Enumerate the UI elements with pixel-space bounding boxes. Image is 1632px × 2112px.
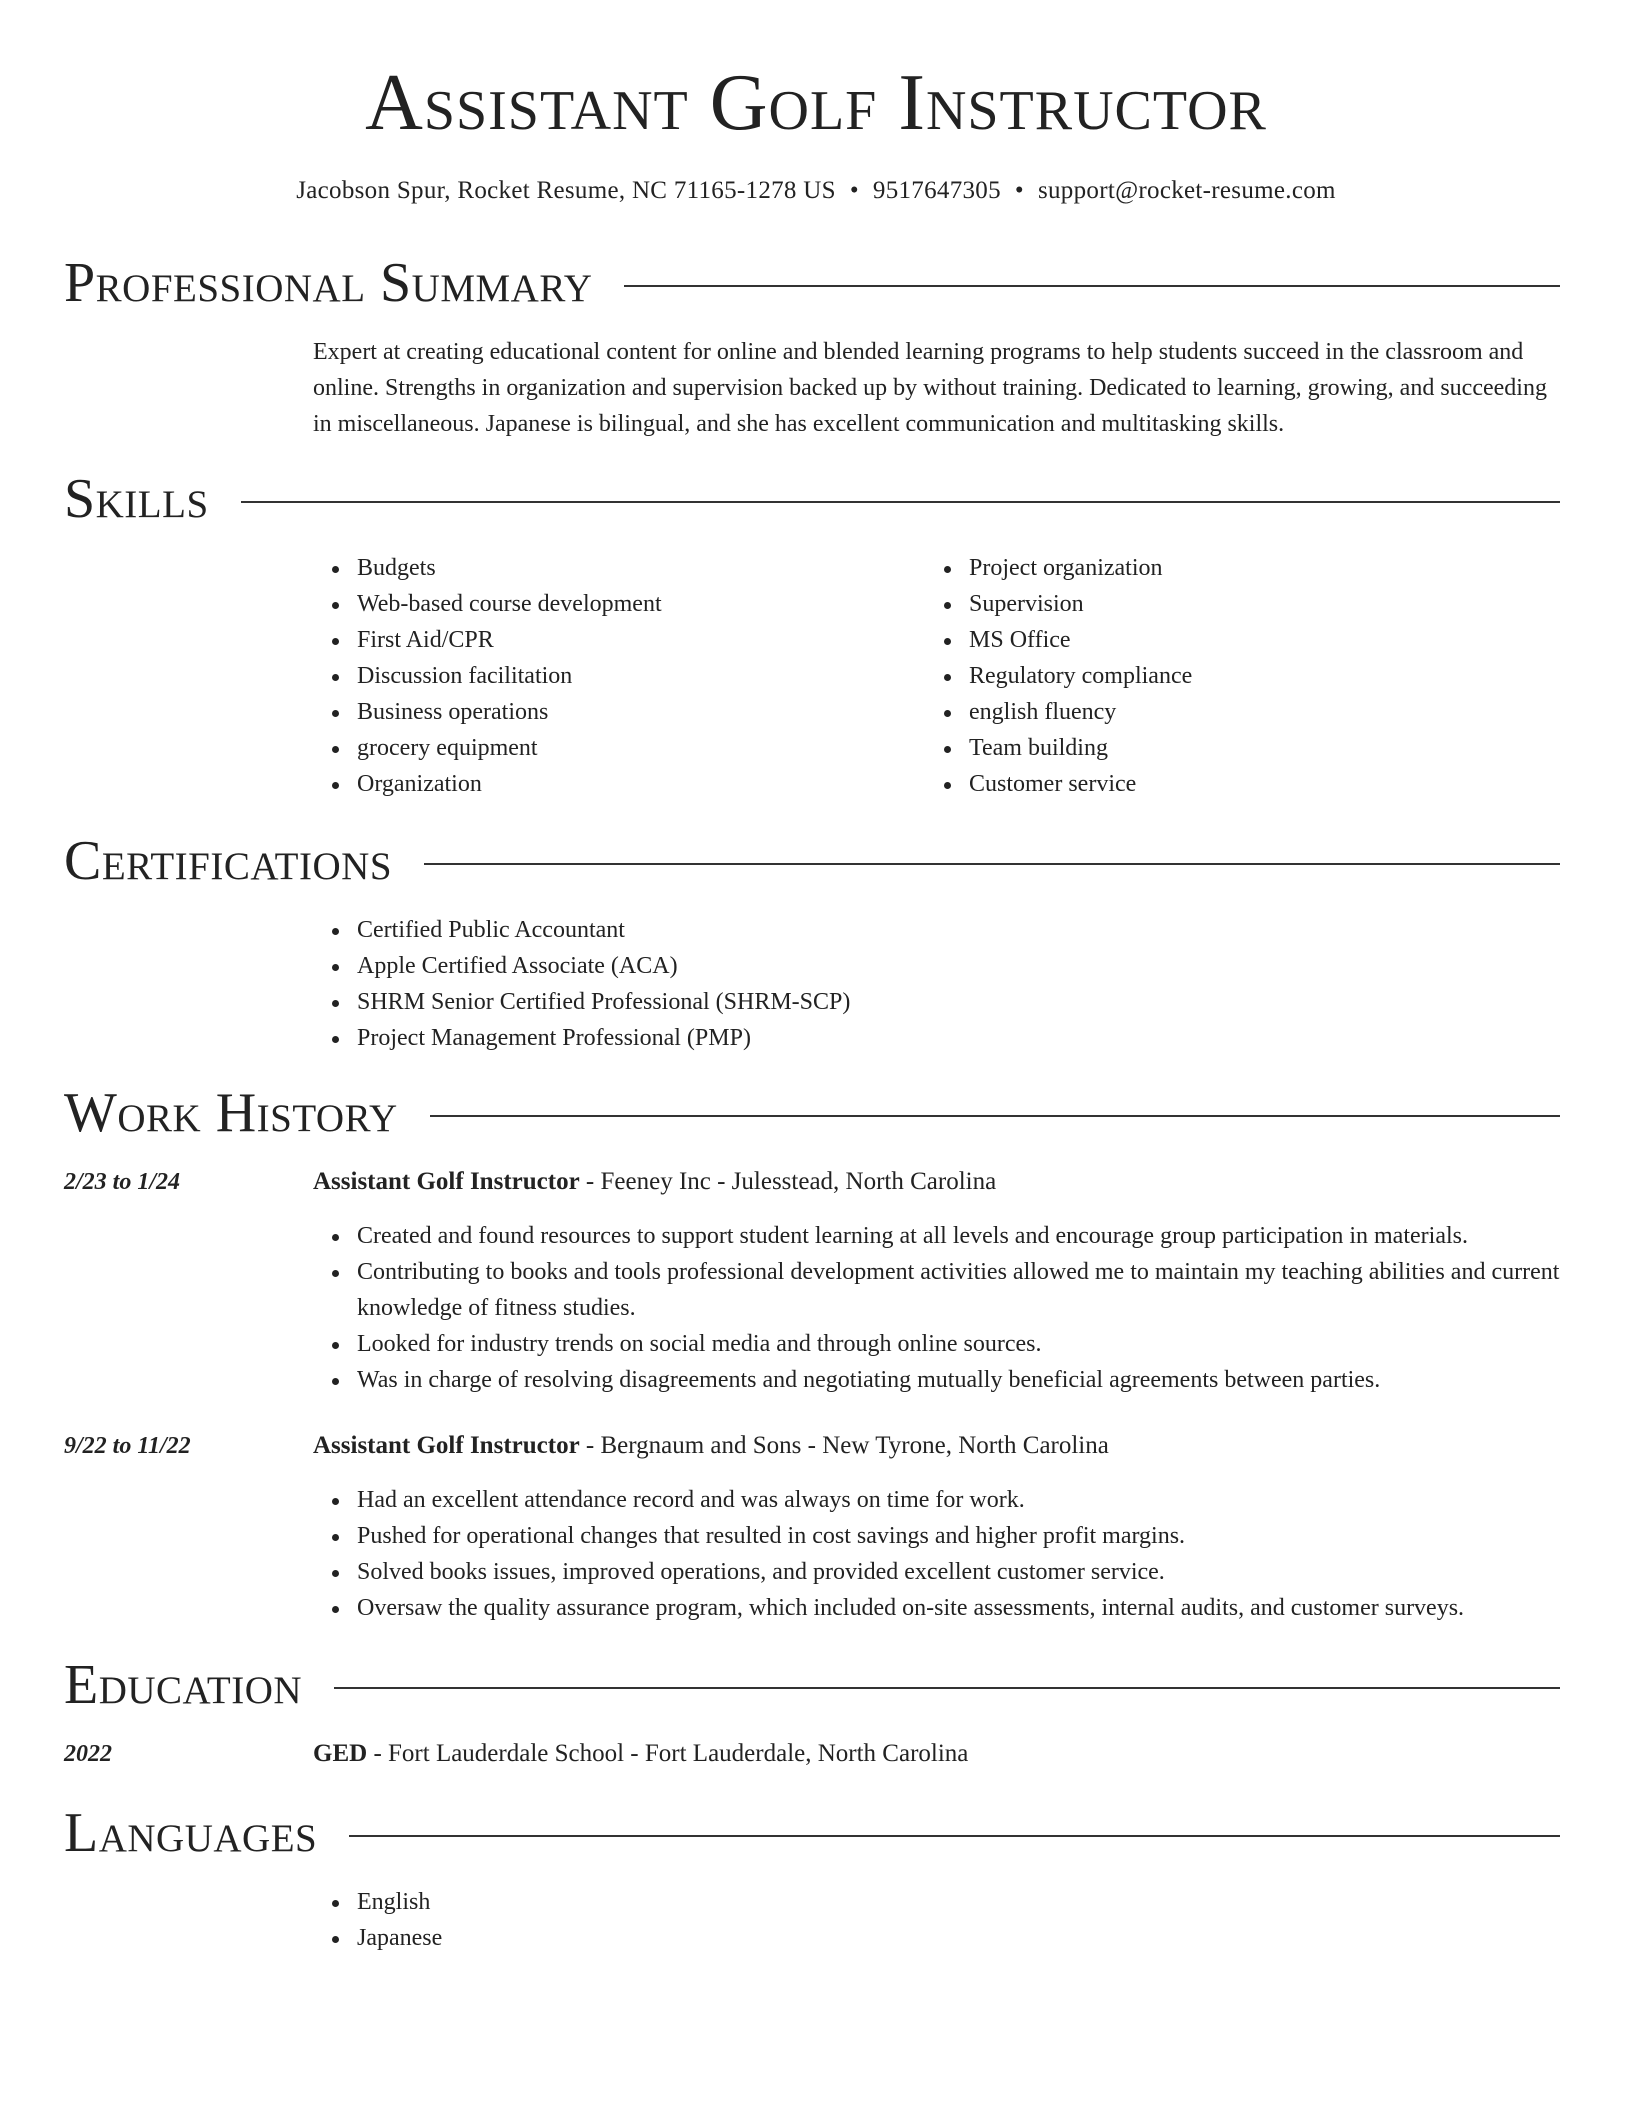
- job-bullets-block: [313, 1482, 1563, 1626]
- languages-section-header: [64, 1800, 1560, 1866]
- languages-section-title: Languages: [64, 1802, 318, 1864]
- education-year: 2022: [64, 1741, 112, 1767]
- education-section-header: [64, 1652, 1560, 1718]
- certifications-list: [313, 912, 1563, 1056]
- skills-list-left: [313, 550, 925, 802]
- skill-item: Regulatory compliance: [969, 658, 1537, 694]
- language-item: Japanese: [357, 1920, 1563, 1956]
- language-item: English: [357, 1884, 1563, 1920]
- contact-line: [0, 174, 1632, 208]
- job-role: Assistant Golf Instructor: [313, 1168, 580, 1195]
- job-details: - Feeney Inc - Julesstead, North Carolina: [579, 1168, 997, 1195]
- job-bullets: [313, 1218, 1563, 1398]
- summary-section-title: Professional Summary: [64, 252, 593, 314]
- skill-item: Team building: [969, 730, 1537, 766]
- skill-item: Business operations: [357, 694, 925, 730]
- skill-item: Budgets: [357, 550, 925, 586]
- job-bullet: Was in charge of resolving disagreements and negotiating mutually beneficial agreements between parties.: [357, 1362, 1563, 1398]
- certification-item: Certified Public Accountant: [357, 912, 1563, 948]
- skills-list-right: [925, 550, 1537, 802]
- skill-item: Organization: [357, 766, 925, 802]
- summary-section-header: [64, 250, 1560, 316]
- section-divider: [624, 285, 1560, 287]
- skills-section-header: [64, 466, 1560, 532]
- certification-item: Apple Certified Associate (ACA): [357, 948, 1563, 984]
- skills-block: [313, 550, 1563, 802]
- skill-item: Customer service: [969, 766, 1537, 802]
- certifications-block: [313, 912, 1563, 1056]
- job-dates: 9/22 to 11/22: [64, 1433, 191, 1459]
- skills-section-title: Skills: [64, 468, 209, 530]
- section-divider: [241, 501, 1560, 503]
- contact-email: support@rocket-resume.com: [1037, 177, 1336, 204]
- contact-separator: •: [849, 177, 859, 204]
- job-bullet: Solved books issues, improved operations, and provided excellent customer service.: [357, 1554, 1563, 1590]
- skill-item: Project organization: [969, 550, 1537, 586]
- certifications-section-title: Certifications: [64, 830, 393, 892]
- summary-block: [313, 334, 1563, 442]
- job-bullet: Pushed for operational changes that resulted in cost savings and higher profit margins.: [357, 1518, 1563, 1554]
- skill-item: Discussion facilitation: [357, 658, 925, 694]
- job-bullets-block: [313, 1218, 1563, 1398]
- skill-item: First Aid/CPR: [357, 622, 925, 658]
- skill-item: MS Office: [969, 622, 1537, 658]
- education-degree: GED: [313, 1740, 368, 1767]
- job-bullets: [313, 1482, 1563, 1626]
- skill-item: Web-based course development: [357, 586, 925, 622]
- job-details: - Bergnaum and Sons - New Tyrone, North Carolina: [579, 1432, 1109, 1459]
- resume-name: Assistant Golf Instructor: [365, 59, 1267, 147]
- contact-phone: 9517647305: [872, 177, 1001, 204]
- skill-item: english fluency: [969, 694, 1537, 730]
- job-bullet: Had an excellent attendance record and was always on time for work.: [357, 1482, 1563, 1518]
- education-line: [313, 1736, 1563, 1772]
- contact-separator: •: [1014, 177, 1024, 204]
- section-divider: [430, 1115, 1560, 1117]
- job-bullet: Created and found resources to support student learning at all levels and encourage group participation in materials.: [357, 1218, 1563, 1254]
- skill-item: Supervision: [969, 586, 1537, 622]
- job-dates: 2/23 to 1/24: [64, 1169, 181, 1195]
- job-title-line: [313, 1428, 1563, 1464]
- job-role: Assistant Golf Instructor: [313, 1432, 580, 1459]
- section-divider: [334, 1687, 1560, 1689]
- languages-list: [313, 1884, 1563, 1956]
- certifications-section-header: [64, 828, 1560, 894]
- languages-block: [313, 1884, 1563, 1956]
- section-divider: [424, 863, 1560, 865]
- skill-item: grocery equipment: [357, 730, 925, 766]
- education-section-title: Education: [64, 1654, 303, 1716]
- work-section-header: [64, 1080, 1560, 1146]
- job-bullet: Contributing to books and tools professional development activities allowed me to maintain my teaching abilities and current knowledge of fitness studies.: [357, 1254, 1563, 1326]
- certification-item: SHRM Senior Certified Professional (SHRM-SCP): [357, 984, 1563, 1020]
- section-divider: [349, 1835, 1560, 1837]
- certification-item: Project Management Professional (PMP): [357, 1020, 1563, 1056]
- job-bullet: Looked for industry trends on social media and through online sources.: [357, 1326, 1563, 1362]
- contact-address: Jacobson Spur, Rocket Resume, NC 71165-1278 US: [296, 177, 836, 204]
- summary-text: Expert at creating educational content for online and blended learning programs to help students succeed in the classroom and online. Strengths in organization and supervision backed up by without training. Dedicated to learning, growing, and succeeding in miscellaneous. Japanese is bilingual, and she has excellent communication and multitasking skills.: [313, 339, 1547, 437]
- education-details: - Fort Lauderdale School - Fort Lauderdale, North Carolina: [367, 1740, 969, 1767]
- job-bullet: Oversaw the quality assurance program, which included on-site assessments, internal audits, and customer surveys.: [357, 1590, 1563, 1626]
- work-section-title: Work History: [64, 1082, 398, 1144]
- job-title-line: [313, 1164, 1563, 1200]
